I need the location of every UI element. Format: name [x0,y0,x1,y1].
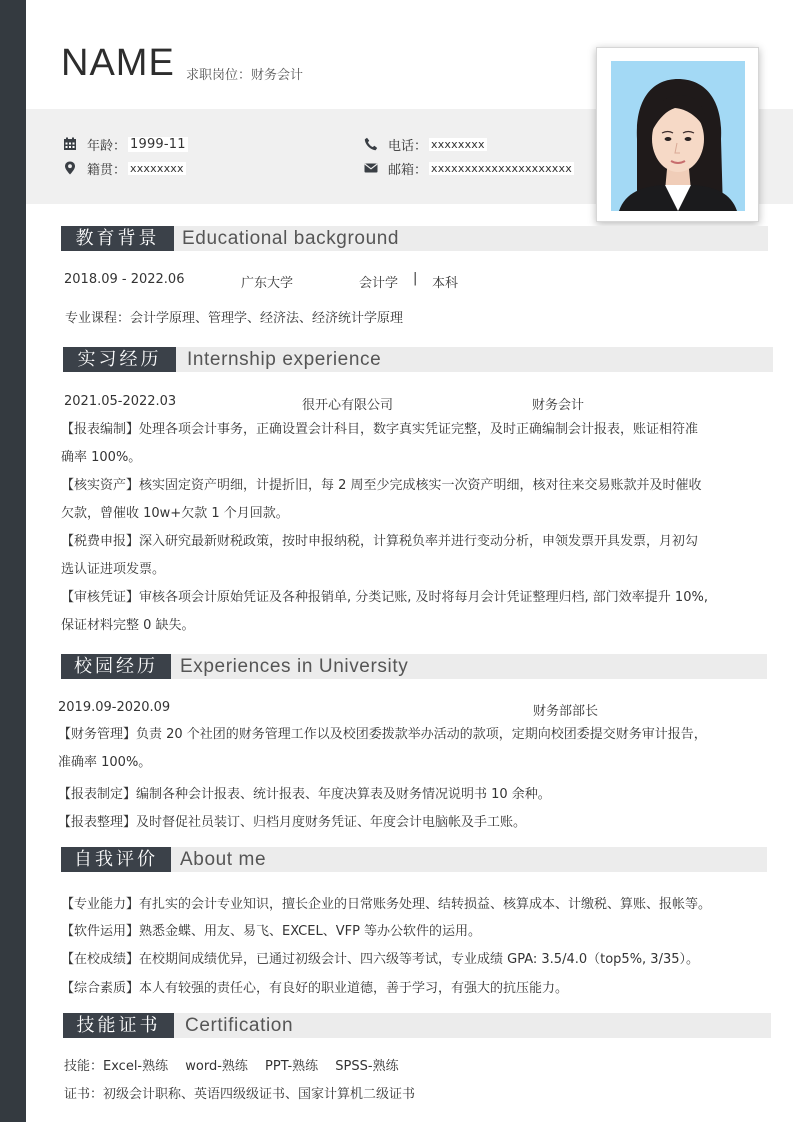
calendar-icon [63,137,77,151]
section-header-internship [63,347,773,372]
candidate-name: NAME [61,42,175,84]
education-separator: | [413,271,418,286]
section-header-campus [61,654,767,679]
section-title-cn: 校园经历 [61,654,171,679]
phone-value: xxxxxxxx [431,137,485,151]
education-school: 广东大学 [241,276,294,291]
education-major: 会计学 [359,276,399,291]
item-line: 选认证进项发票。 [61,562,166,577]
section-title-cn: 实习经历 [63,347,176,372]
section-title-cn: 技能证书 [63,1013,174,1038]
internship-item [61,472,761,528]
internship-period: 2021.05-2022.03 [64,394,177,409]
section-title-en: Certification [185,1015,294,1036]
item-line: 【报表编制】处理各项会计事务，正确设置会计科目，数字真实凭证完整，及时正确编制会计报表，账证相符准 [61,422,699,437]
phone-row [364,135,487,153]
item-line: 准确率 100%。 [58,755,152,770]
about-item: 【软件运用】熟悉金蝶、用友、易飞、EXCEL、VFP 等办公软件的运用。 [61,924,482,939]
section-title-en: Educational background [182,228,400,249]
campus-item: 【报表整理】及时督促社员装订、归档月度财务凭证、年度会计电脑帐及手工账。 [58,815,527,830]
campus-period: 2019.09-2020.09 [58,700,171,715]
age-value: 1999-11 [130,136,186,152]
section-header-about [61,847,767,872]
section-title-en: Internship experience [187,349,382,370]
section-title-cn: 教育背景 [61,226,174,251]
native-row [63,159,186,177]
left-sidebar-bar [0,0,26,1122]
section-header-education [61,226,768,251]
item-line: 欠款，曾催收 10w+欠款 1 个月回款。 [61,506,289,521]
about-item: 【综合素质】本人有较强的责任心，有良好的职业道德，善于学习，有强大的抗压能力。 [61,981,569,996]
section-title-cn: 自我评价 [61,847,171,872]
envelope-icon [364,161,378,175]
cert-skills: 技能：Excel-熟练 word-熟练 PPT-熟练 SPSS-熟练 [64,1059,399,1074]
item-line: 【核实资产】核实固定资产明细，计提折旧，每 2 周至少完成核实一次资产明细，核对往来交易账款并及时催收 [61,478,702,493]
location-pin-icon [63,161,77,175]
age-row [63,135,188,153]
age-label: 年龄： [87,138,127,154]
education-courses: 专业课程：会计学原理、管理学、经济法、经济统计学原理 [65,311,404,326]
section-title-en: Experiences in University [180,656,409,677]
about-item: 【在校成绩】在校期间成绩优异，已通过初级会计、四六级等考试，专业成绩 GPA: 3.5/4.0（top5%, 3/35）。 [61,952,700,967]
education-degree: 本科 [432,276,459,291]
campus-item [58,721,758,777]
photo-frame [596,47,759,222]
section-title-en: About me [180,849,267,870]
internship-position: 财务会计 [532,398,585,413]
internship-item [61,584,761,640]
target-job: 求职岗位：财务会计 [186,68,304,83]
internship-item [61,528,761,584]
profile-photo [611,61,745,211]
native-value: xxxxxxxx [130,161,184,175]
email-row [364,159,574,177]
section-header-certification [63,1013,771,1038]
phone-icon [364,137,378,151]
item-line: 【税费申报】深入研究最新财税政策，按时申报纳税，计算税负率并进行变动分析，申领发票开具发票，月初勾 [61,534,699,549]
cert-certificates: 证书：初级会计职称、英语四级级证书、国家计算机二级证书 [64,1087,416,1102]
item-line: 确率 100%。 [61,450,142,465]
email-value: xxxxxxxxxxxxxxxxxxxxx [431,161,572,175]
internship-item [61,416,761,472]
phone-label: 电话： [388,138,428,154]
about-item: 【专业能力】有扎实的会计专业知识，擅长企业的日常账务处理、结转损益、核算成本、计缴税、算账、报帐等。 [61,897,712,912]
internship-company: 很开心有限公司 [302,398,394,413]
item-line: 【审核凭证】审核各项会计原始凭证及各种报销单, 分类记账, 及时将每月会计凭证整理归档, 部门效率提升 10%, [61,590,708,605]
campus-position: 财务部部长 [533,704,599,719]
email-label: 邮箱： [388,162,428,178]
education-period: 2018.09 - 2022.06 [64,272,185,287]
item-line: 保证材料完整 0 缺失。 [61,618,195,633]
portrait-graphic [611,61,745,211]
item-line: 【财务管理】负责 20 个社团的财务管理工作以及校团委拨款举办活动的款项，定期向校团委提交财务审计报告， [58,727,707,742]
campus-item: 【报表制定】编制各种会计报表、统计报表、年度决算表及财务情况说明书 10 余种。 [58,787,551,802]
native-label: 籍贯： [87,162,127,178]
